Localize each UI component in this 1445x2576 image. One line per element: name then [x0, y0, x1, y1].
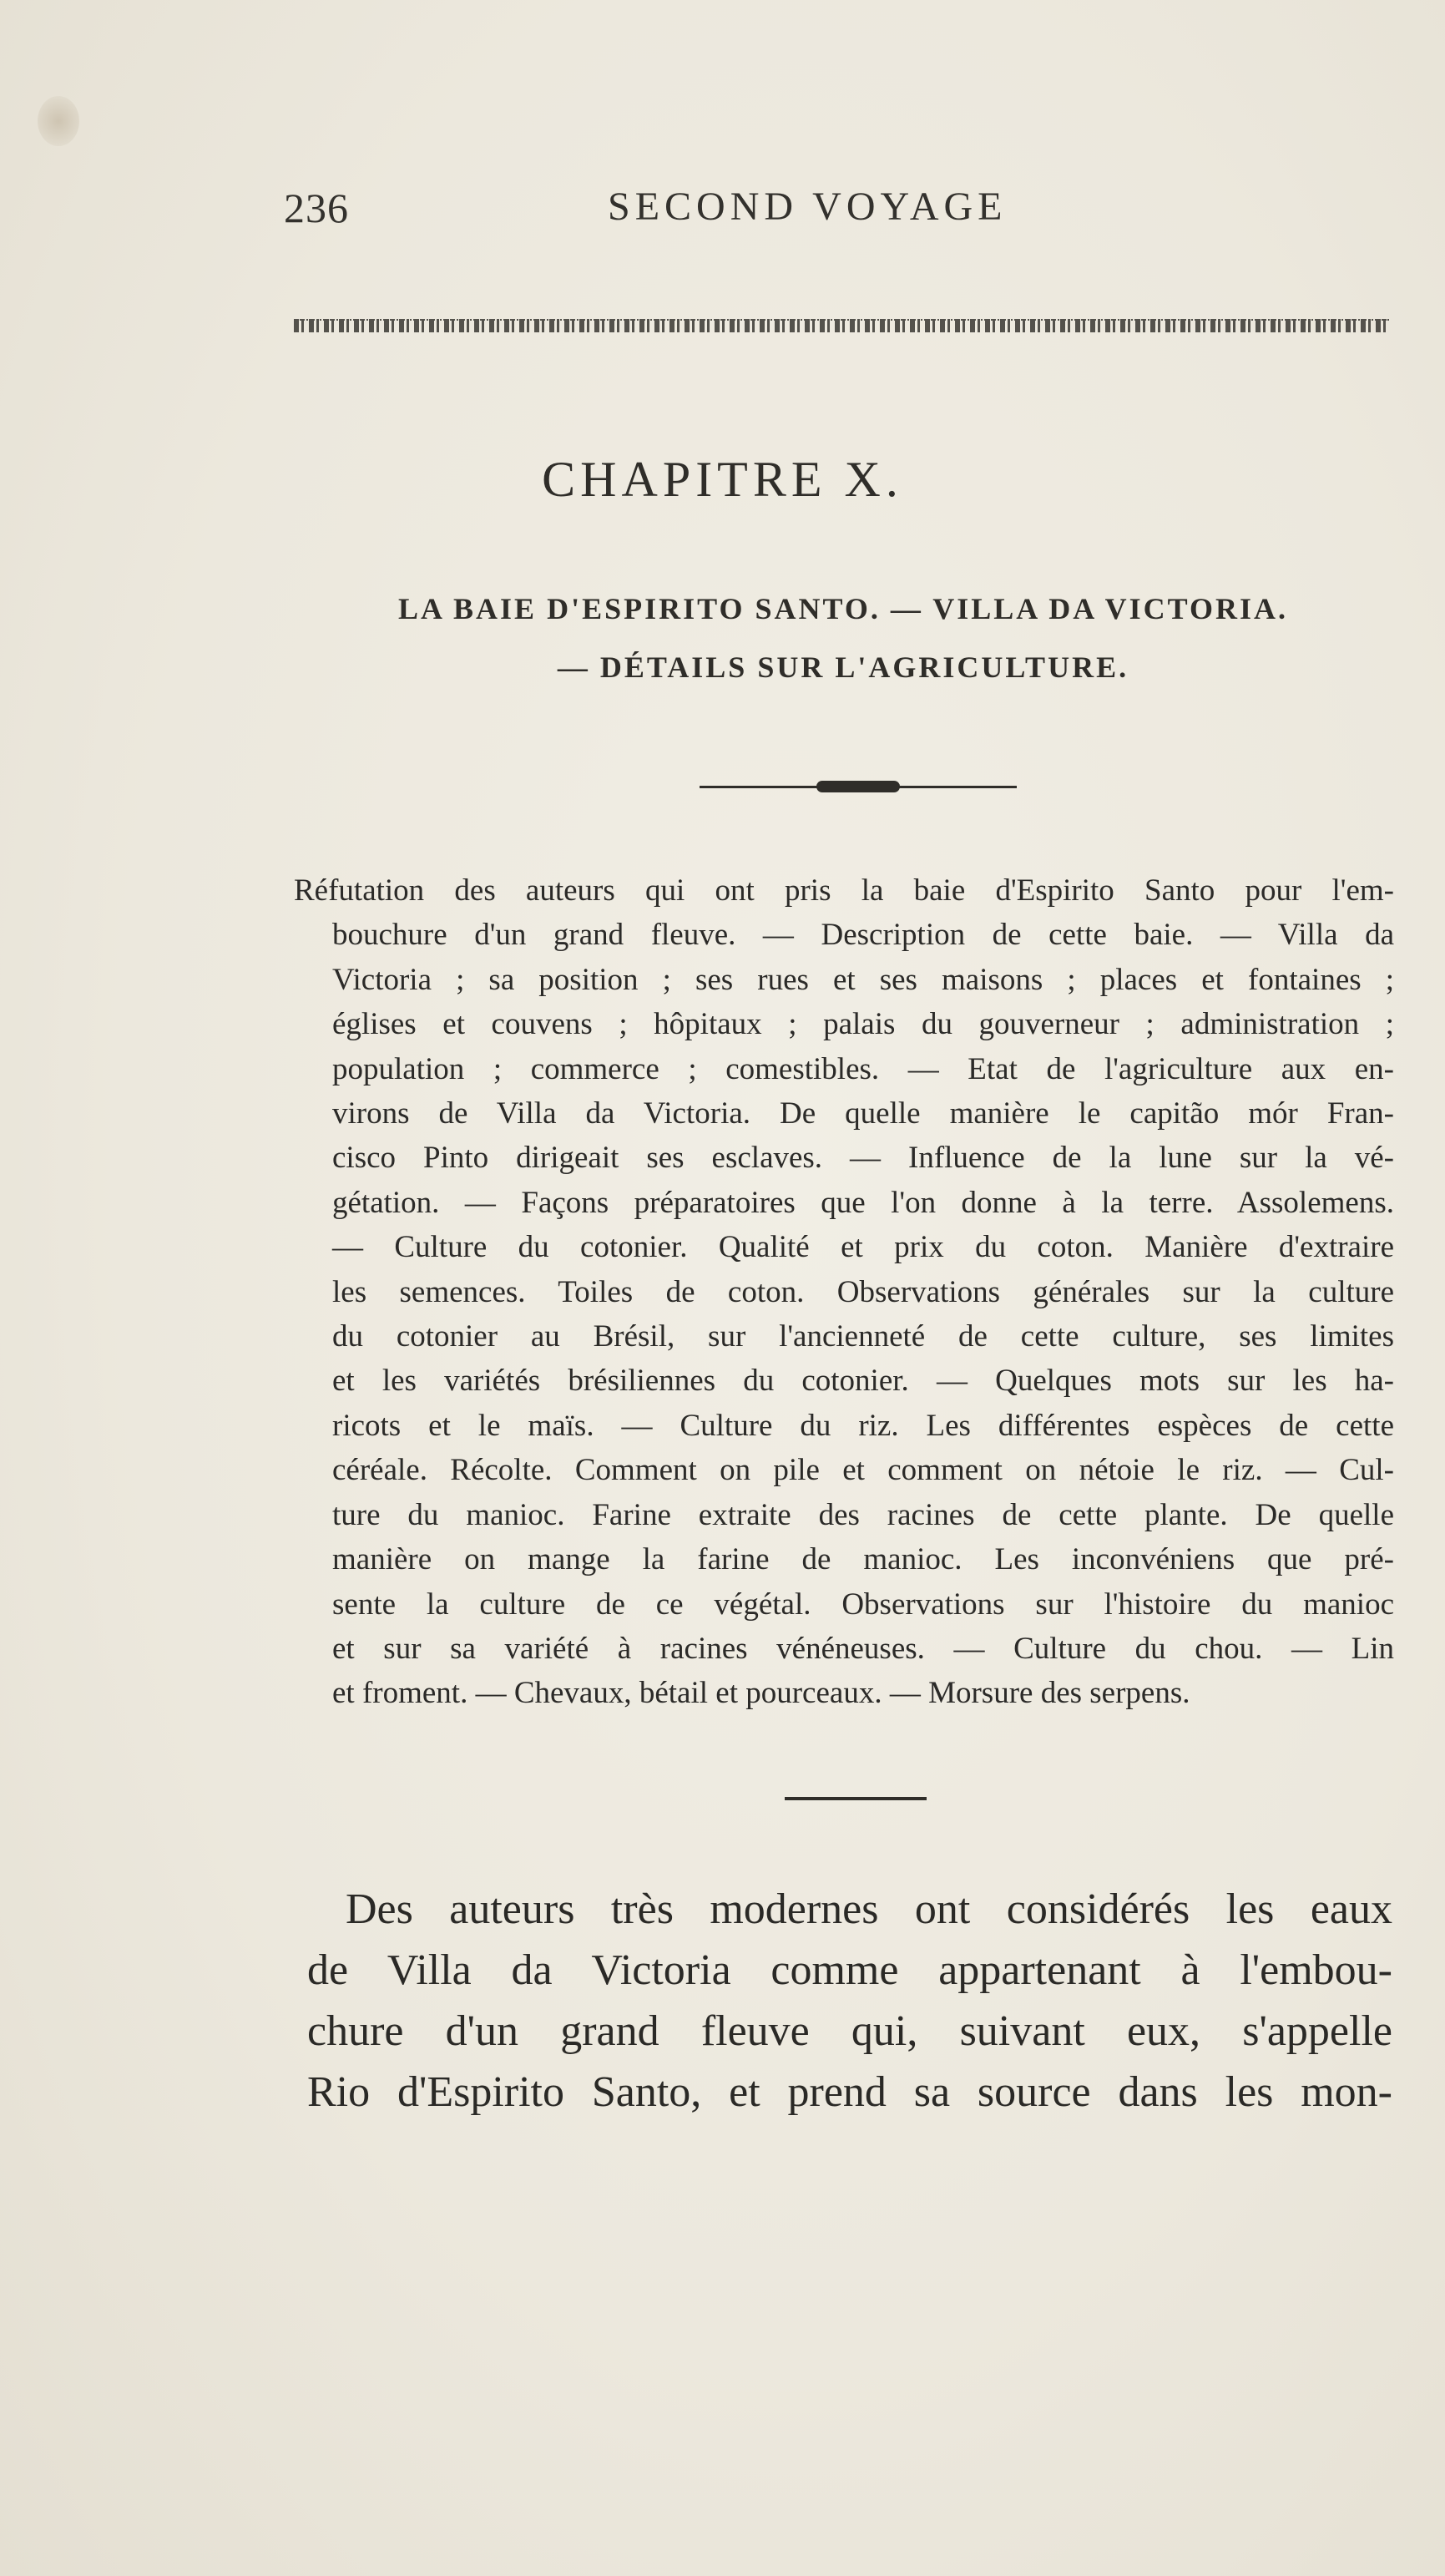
divider-knot [816, 781, 900, 792]
summary-line: ture du manioc. Farine extraite des racines de cette plante. De quelle [332, 1497, 1394, 1532]
chapter-subtitle-line-1: LA BAIE D'ESPIRITO SANTO. — VILLA DA VICTORIA. [398, 592, 1288, 625]
body-line: chure d'un grand fleuve qui, suivant eux, s'appelle [307, 2007, 1392, 2055]
summary-line: bouchure d'un grand fleuve. — Description de cette baie. — Villa da [332, 918, 1394, 953]
divider-ornament [700, 780, 1017, 793]
page-header [284, 184, 1119, 234]
summary-line: et froment. — Chevaux, bétail et pourceaux. — Morsure des serpens. [332, 1676, 1190, 1711]
paper-stain [38, 96, 79, 146]
section-rule [785, 1797, 927, 1800]
summary-line: et sur sa variété à racines vénéneuses. — Culture du chou. — Lin [332, 1631, 1394, 1666]
summary-line: les semences. Toiles de coton. Observations générales sur la culture [332, 1274, 1394, 1309]
body-line: Des auteurs très modernes ont considérés les eaux [346, 1885, 1392, 1933]
running-head: SECOND VOYAGE [608, 185, 1008, 229]
summary-line: Victoria ; sa position ; ses rues et ses maisons ; places et fontaines ; [332, 962, 1394, 997]
chapter-title: CHAPITRE X. [542, 452, 903, 507]
summary-line: — Culture du cotonier. Qualité et prix du coton. Manière d'extraire [332, 1230, 1394, 1265]
summary-line: ricots et le maïs. — Culture du riz. Les différentes espèces de cette [332, 1408, 1394, 1443]
summary-line: et les variétés brésiliennes du cotonier. — Quelques mots sur les ha- [332, 1364, 1394, 1399]
summary-line: manière on mange la farine de manioc. Les inconvéniens que pré- [332, 1542, 1394, 1577]
page-number: 236 [284, 185, 349, 231]
chapter-summary [294, 868, 1394, 1716]
summary-line: céréale. Récolte. Comment on pile et comment on nétoie le riz. — Cul- [332, 1453, 1394, 1488]
summary-line: du cotonier au Brésil, sur l'ancienneté de cette culture, ses limites [332, 1319, 1394, 1354]
body-paragraph [307, 1879, 1392, 2123]
summary-line: églises et couvens ; hôpitaux ; palais du gouverneur ; administration ; [332, 1007, 1394, 1042]
summary-line: gétation. — Façons préparatoires que l'on donne à la terre. Assolemens. [332, 1185, 1394, 1220]
summary-line: sente la culture de ce végétal. Observations sur l'histoire du manioc [332, 1587, 1394, 1622]
summary-line: virons de Villa da Victoria. De quelle manière le capitão mór Fran- [332, 1096, 1394, 1131]
chapter-subtitle-line-2: — DÉTAILS SUR L'AGRICULTURE. [557, 650, 1129, 684]
summary-line: population ; commerce ; comestibles. — Etat de l'agriculture aux en- [332, 1051, 1394, 1086]
ornamental-rule [294, 319, 1389, 332]
summary-line: Réfutation des auteurs qui ont pris la baie d'Espirito Santo pour l'em- [294, 873, 1394, 908]
body-line: Rio d'Espirito Santo, et prend sa source dans les mon- [307, 2068, 1392, 2116]
summary-line: cisco Pinto dirigeait ses esclaves. — Influence de la lune sur la vé- [332, 1141, 1394, 1176]
body-line: de Villa da Victoria comme appartenant à l'embou- [307, 1946, 1392, 1994]
